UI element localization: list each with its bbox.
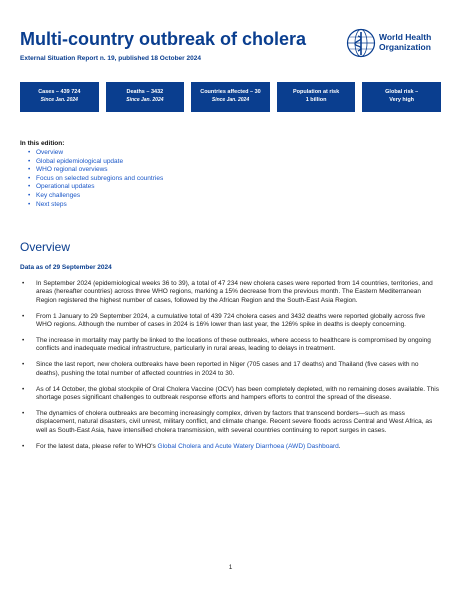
edition-heading: In this edition: (20, 140, 65, 147)
edition-link-regional-overviews[interactable]: • WHO regional overviews (36, 166, 320, 175)
overview-bullet: • The dynamics of cholera outbreaks are becoming increasingly complex, driven by factors that transcend borders—such as mass displacement, natural disasters, civil unrest, military conflict, and climate change. Recent severe floods across Central and West Africa, as well as South-East Asia, have intensified cholera transmission, with several countries continuing to report surges in cases. (20, 410, 441, 435)
who-logo-line2: Organization (379, 42, 431, 52)
page-number: 1 (228, 564, 233, 571)
kpi-countries-value: Countries affected – 30 (200, 89, 261, 95)
report-subtitle: External Situation Report n. 19, published 18 October 2024 (20, 55, 201, 62)
edition-list (20, 149, 320, 209)
kpi-countries (191, 82, 270, 112)
overview-bullet: • From 1 January to 29 September 2024, a cumulative total of 439 724 cholera cases and 3432 deaths were reported globally across five WHO regions. Although the number of cases in 2024 is 16% lower than last year, the 126% spike in deaths is deeply concerning. (20, 313, 441, 330)
overview-bullet-dashboard (20, 443, 441, 451)
kpi-population-value: 1 billion (305, 97, 327, 103)
dashboard-bullet-suffix: . (338, 442, 341, 450)
overview-bullet: • As of 14 October, the global stockpile of Oral Cholera Vaccine (OCV) has been completely depleted, with no remaining doses available. This shortage poses significant challenges to outbreak response efforts and hampers efforts to control the spread of the disease. (20, 386, 441, 403)
dashboard-bullet-prefix: For the latest data, please refer to WHO's (36, 442, 158, 450)
kpi-global-risk-value: Very high (389, 97, 415, 103)
overview-heading: Overview (20, 240, 71, 254)
kpi-population-at-risk (277, 82, 356, 112)
edition-link-next-steps[interactable]: • Next steps (36, 201, 320, 210)
kpi-cases-value: Cases – 439 724 (38, 89, 81, 95)
edition-contents (20, 140, 320, 209)
edition-link-global-epi-update[interactable]: • Global epidemiological update (36, 158, 320, 167)
overview-bullet: • In September 2024 (epidemiological weeks 36 to 39), a total of 47 234 new cholera cases were reported from 14 countries, territories, and areas (hereafter countries) across three WHO regions, marking a 15% decrease from the previous month. The Eastern Mediterranean Region registered the highest number of cases, followed by the African Region and the South-East Asia Region. (20, 280, 441, 305)
overview-bullet: • Since the last report, new cholera outbreaks have been reported in Niger (705 cases and 17 deaths) and Thailand (five cases with no deaths), pushing the total number of affected countries in 2024 to 30. (20, 361, 441, 378)
kpi-deaths-value: Deaths – 3432 (126, 89, 164, 95)
edition-link-subregions-focus[interactable]: • Focus on selected subregions and countries (36, 175, 320, 184)
overview-bullet: • The increase in mortality may partly be linked to the locations of these outbreaks, where access to healthcare is compromised by ongoing conflicts and inadequate medical infrastructure, particularly in rural areas, leading to delays in treatment. (20, 337, 441, 354)
kpi-banner (20, 82, 441, 112)
dashboard-link[interactable]: Global Cholera and Acute Watery Diarrhoea (AWD) Dashboard (157, 442, 339, 450)
kpi-countries-period: Since Jan. 2024 (211, 97, 250, 103)
who-logo-line1: World Health (379, 32, 432, 42)
kpi-global-risk (362, 82, 441, 112)
kpi-cases (20, 82, 99, 112)
kpi-deaths (106, 82, 185, 112)
kpi-global-risk-label: Global risk – (385, 89, 419, 95)
data-as-of-date: Data as of 29 September 2024 (20, 264, 112, 271)
edition-link-overview[interactable]: • Overview (36, 149, 320, 158)
kpi-cases-period: Since Jan. 2024 (40, 97, 78, 103)
kpi-deaths-period: Since Jan. 2024 (126, 97, 164, 103)
who-logo (346, 28, 446, 58)
who-logo-text (379, 32, 431, 52)
edition-link-key-challenges[interactable]: • Key challenges (36, 192, 320, 201)
kpi-population-label: Population at risk (293, 89, 340, 95)
overview-bullets (20, 280, 441, 459)
report-title: Multi-country outbreak of cholera (20, 29, 307, 49)
edition-link-operational-updates[interactable]: • Operational updates (36, 183, 320, 192)
who-emblem-icon (346, 28, 376, 58)
